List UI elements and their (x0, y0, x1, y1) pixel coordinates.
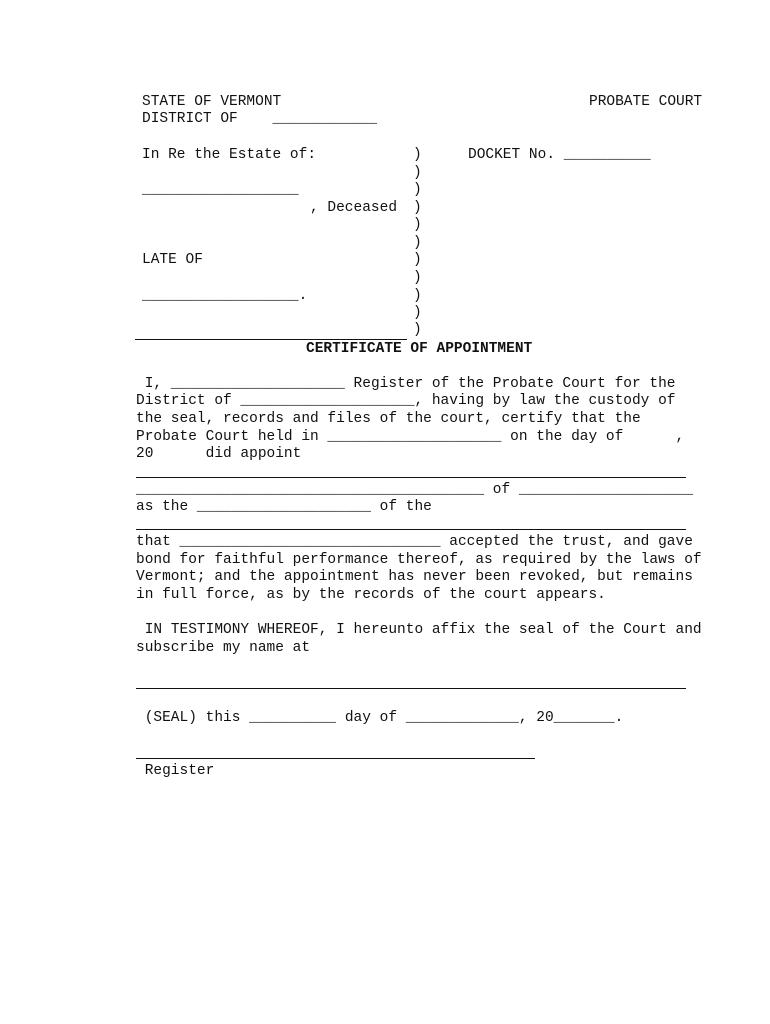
body-line: the seal, records and files of the court, certify that the (136, 411, 641, 427)
caption-underline (135, 339, 407, 340)
late-of-blank: __________________. (142, 288, 308, 304)
in-re-label: In Re the Estate of: (142, 147, 317, 163)
caption-paren: ) (413, 165, 422, 181)
caption-paren: ) (413, 252, 422, 268)
caption-paren: ) (413, 270, 422, 286)
court-heading: PROBATE COURT (589, 94, 703, 110)
appointee-of-line: ________________________________________ of ____________________ (136, 482, 693, 498)
caption-paren: ) (413, 288, 422, 304)
seal-date-line: (SEAL) this __________ day of _____________, 20_______. (136, 710, 624, 726)
caption-paren: ) (413, 147, 422, 163)
body-line: that ______________________________ accepted the trust, and gave (136, 534, 693, 550)
register-label: Register (136, 763, 215, 779)
as-the-line: as the ____________________ of the (136, 499, 432, 515)
body-line: Probate Court held in ____________________ on the day of , (136, 429, 685, 445)
caption-paren: ) (413, 182, 422, 198)
late-of-label: LATE OF (142, 252, 203, 268)
caption-paren: ) (413, 217, 422, 233)
caption-paren: ) (413, 200, 422, 216)
body-line: I, ____________________ Register of the Probate Court for the (136, 376, 676, 392)
appointee-signature-line (136, 477, 686, 478)
body-line: bond for faithful performance thereof, as required by the laws of (136, 552, 702, 568)
docket-number-field: DOCKET No. __________ (468, 147, 651, 163)
body-line: Vermont; and the appointment has never been revoked, but remains (136, 569, 693, 585)
district-field: DISTRICT OF ____________ (142, 111, 377, 127)
body-line: 20 did appoint (136, 446, 302, 462)
location-line (136, 688, 686, 689)
register-signature-line (136, 758, 535, 759)
body-line: District of ____________________, having by law the custody of (136, 393, 676, 409)
caption-paren: ) (413, 305, 422, 321)
body-line: in full force, as by the records of the court appears. (136, 587, 606, 603)
testimony-line: IN TESTIMONY WHEREOF, I hereunto affix the seal of the Court and (136, 622, 702, 638)
state-heading: STATE OF VERMONT (142, 94, 282, 110)
testimony-line: subscribe my name at (136, 640, 311, 656)
caption-paren: ) (413, 235, 422, 251)
caption-paren: ) (413, 322, 422, 338)
deceased-label: , Deceased (310, 200, 398, 216)
certificate-title: CERTIFICATE OF APPOINTMENT (306, 341, 533, 357)
decedent-name-blank: __________________ (142, 182, 299, 198)
estate-line (136, 529, 686, 530)
